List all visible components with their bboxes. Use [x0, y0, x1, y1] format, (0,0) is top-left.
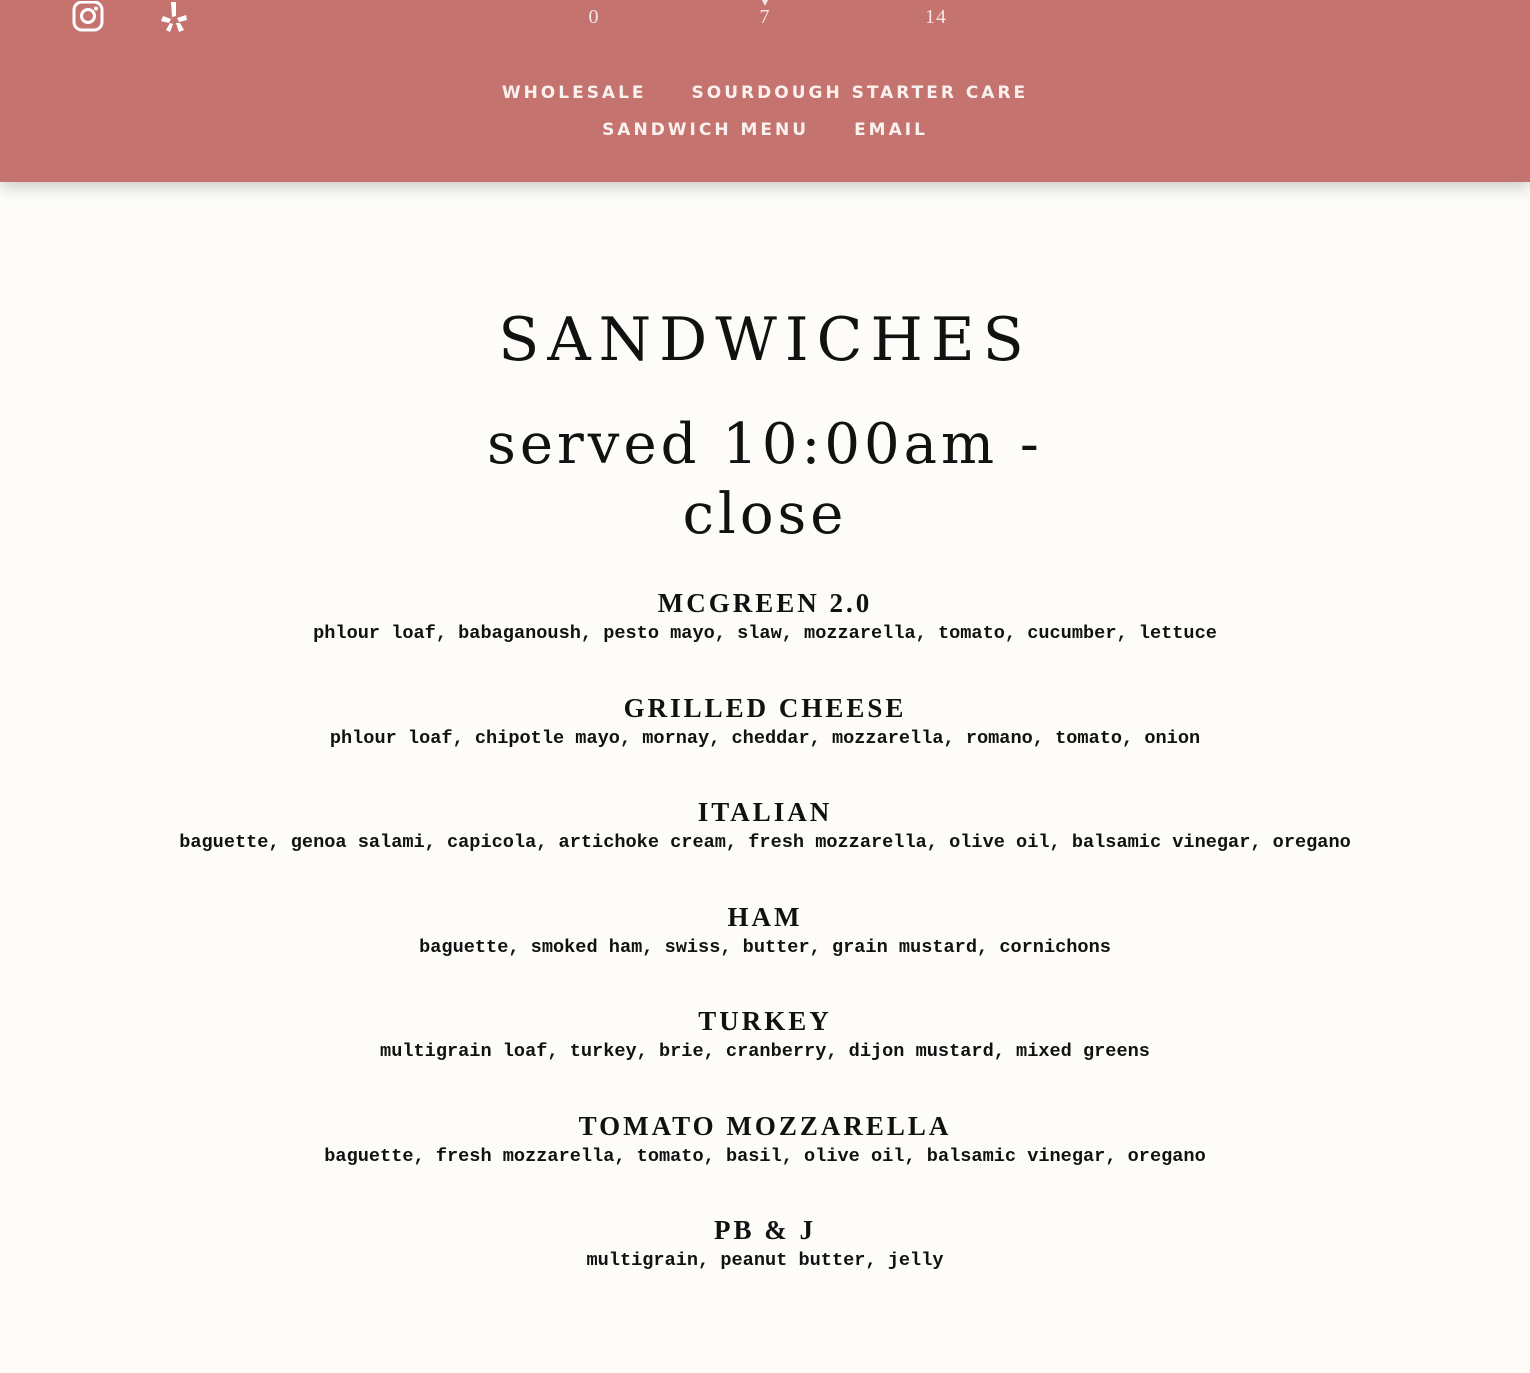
menu-item-description: multigrain loaf, turkey, brie, cranberry, dijon mustard, mixed greens — [380, 1041, 1150, 1062]
menu-item — [0, 797, 1530, 902]
menu-item-name: MCGREEN 2.0 — [657, 588, 873, 618]
site-header — [0, 0, 1530, 182]
subtitle-line-1: served 10:00am - — [487, 412, 1043, 477]
menu-item — [0, 1006, 1530, 1111]
subtitle-line-2: close — [682, 482, 848, 547]
main-content — [0, 300, 1530, 1320]
menu-item — [0, 902, 1530, 1007]
main-nav-row-1 — [0, 82, 1530, 104]
counter-1 — [574, 2, 614, 29]
menu-item-name: ITALIAN — [697, 797, 833, 827]
menu-item — [0, 1215, 1530, 1320]
menu-item-description: baguette, fresh mozzarella, tomato, basil, olive oil, balsamic vinegar, oregano — [324, 1145, 1206, 1167]
nav-email[interactable]: EMAIL — [854, 120, 928, 140]
counter-2 — [745, 2, 785, 29]
menu-item-name: PB & J — [714, 1215, 816, 1245]
counter-mark — [761, 0, 769, 6]
menu-item — [0, 693, 1530, 798]
counter-value: 7 — [759, 6, 771, 28]
page-title: SANDWICHES — [498, 305, 1032, 375]
menu-item-name: TURKEY — [698, 1006, 832, 1036]
menu-item-description: baguette, genoa salami, capicola, artichoke cream, fresh mozzarella, olive oil, balsamic vinegar, oregano — [179, 832, 1351, 853]
main-nav-row-2 — [0, 119, 1530, 141]
nav-sourdough-starter-care[interactable]: SOURDOUGH STARTER CARE — [691, 83, 1029, 103]
menu-item-description: phlour loaf, chipotle mayo, mornay, cheddar, mozzarella, romano, tomato, onion — [329, 727, 1201, 749]
nav-sandwich-menu[interactable]: SANDWICH MENU — [602, 120, 810, 140]
menu-item — [0, 1111, 1530, 1216]
yelp-icon — [159, 0, 189, 34]
yelp-link[interactable] — [159, 0, 189, 34]
counter-value: 14 — [925, 6, 947, 28]
menu-item-description: baguette, smoked ham, swiss, butter, grain mustard, cornichons — [419, 936, 1111, 958]
menu-item-description: multigrain, peanut butter, jelly — [586, 1250, 944, 1271]
menu-item-name: GRILLED CHEESE — [623, 692, 907, 723]
menu-item-name: TOMATO MOZZARELLA — [578, 1110, 952, 1141]
page-subtitle — [485, 410, 1045, 550]
menu-item-name: HAM — [727, 901, 803, 932]
instagram-icon — [72, 1, 104, 33]
counter-value: 0 — [588, 6, 600, 28]
menu-item-description: phlour loaf, babaganoush, pesto mayo, slaw, mozzarella, tomato, cucumber, lettuce — [313, 623, 1217, 644]
menu-item — [0, 588, 1530, 693]
instagram-link[interactable] — [72, 0, 104, 34]
counter-3 — [916, 2, 956, 29]
sandwich-menu-list — [0, 588, 1530, 1320]
nav-wholesale[interactable]: WHOLESALE — [501, 83, 647, 103]
